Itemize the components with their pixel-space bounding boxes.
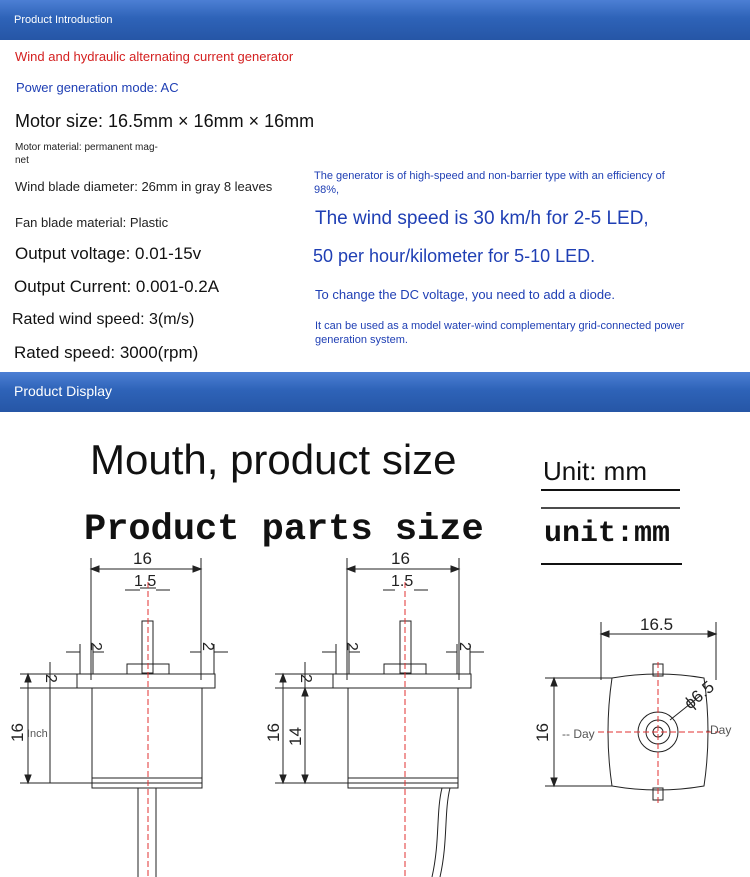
dim-16-a: 16 xyxy=(133,549,152,568)
display-header-title: Product Display xyxy=(14,383,113,399)
dim-2-vert-a: 2 xyxy=(42,674,59,683)
dim-16-vert-a: 16 xyxy=(8,723,27,742)
motor-material-2: net xyxy=(15,155,29,166)
drawing-title: Mouth, product size xyxy=(90,436,457,483)
dim-1-5-a: 1.5 xyxy=(134,573,157,590)
dim-16-vert-b: 16 xyxy=(264,723,283,742)
day-label-right: -Day xyxy=(706,723,732,737)
output-current: Output Current: 0.001-0.2A xyxy=(14,277,220,296)
inch-label: Inch xyxy=(27,728,48,740)
rated-speed: Rated speed: 3000(rpm) xyxy=(14,343,199,362)
dim-phi: ϕ6.5 xyxy=(680,677,718,714)
dim-1-5-b: 1.5 xyxy=(391,573,414,590)
motor-material-1: Motor material: permanent mag- xyxy=(15,142,158,153)
product-title: Wind and hydraulic alternating current generator xyxy=(15,49,294,64)
rated-wind-speed: Rated wind speed: 3(m/s) xyxy=(12,311,195,328)
dim-2-left-a: 2 xyxy=(87,642,104,651)
unit-label-bold: unit:mm xyxy=(544,517,671,551)
generation-mode: Power generation mode: AC xyxy=(16,80,179,95)
dim-2-right-b: 2 xyxy=(456,642,473,651)
usage-note-2: generation system. xyxy=(315,334,408,346)
dim-16-vert-c: 16 xyxy=(533,723,552,742)
drawing-subtitle: Product parts size xyxy=(84,509,484,551)
blade-diameter: Wind blade diameter: 26mm in gray 8 leaves xyxy=(15,179,273,194)
intro-header-title: Product Introduction xyxy=(14,14,113,26)
motor-size: Motor size: 16.5mm × 16mm × 16mm xyxy=(15,111,315,131)
motor-side-view-1 xyxy=(20,558,228,877)
intro-header xyxy=(0,0,750,40)
dim-2-left-b: 2 xyxy=(343,642,360,651)
dimension-drawing xyxy=(0,412,750,877)
motor-side-view-2 xyxy=(275,558,484,877)
dim-2-right-a: 2 xyxy=(199,642,216,651)
usage-note-1: It can be used as a model water-wind complementary grid-connected power xyxy=(315,320,685,332)
wind-speed-led: The wind speed is 30 km/h for 2-5 LED, xyxy=(315,208,649,229)
per-hour-led: 50 per hour/kilometer for 5-10 LED. xyxy=(313,246,596,266)
dim-16-5: 16.5 xyxy=(640,615,674,634)
dim-16-b: 16 xyxy=(391,549,410,568)
efficiency-note-2: 98%, xyxy=(314,184,340,196)
display-header xyxy=(0,372,750,412)
unit-label: Unit: mm xyxy=(543,456,647,486)
day-label-left: -- Day xyxy=(562,727,595,741)
dim-2-vert-b: 2 xyxy=(297,674,314,683)
dc-voltage-note: To change the DC voltage, you need to add a diode. xyxy=(315,287,615,302)
output-voltage: Output voltage: 0.01-15v xyxy=(15,244,202,263)
efficiency-note-1: The generator is of high-speed and non-barrier type with an efficiency of xyxy=(314,170,665,182)
dim-14-vert: 14 xyxy=(286,727,305,746)
blade-material: Fan blade material: Plastic xyxy=(15,215,169,230)
